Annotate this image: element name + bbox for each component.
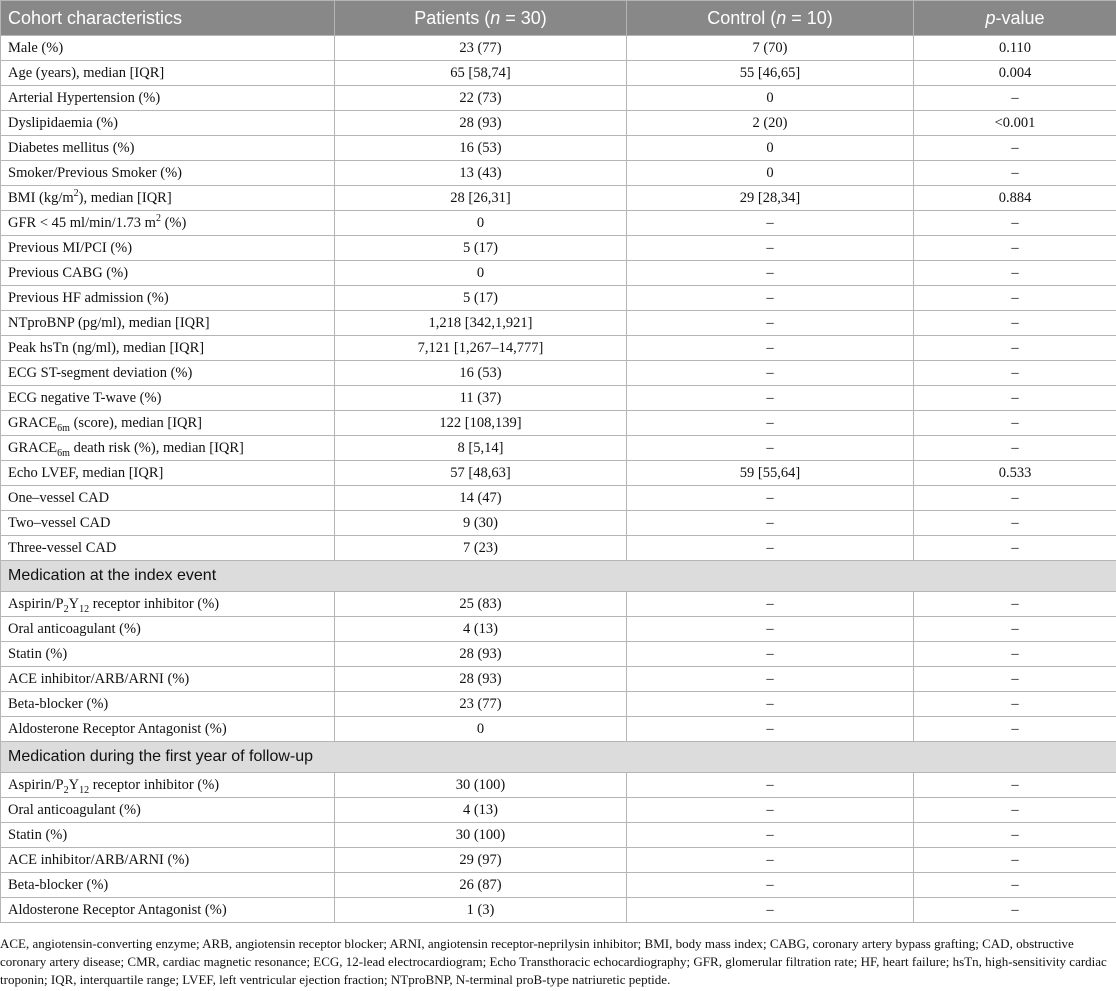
p-value: – — [914, 211, 1116, 236]
header-cohort-characteristics: Cohort characteristics — [1, 1, 335, 36]
p-value: – — [914, 161, 1116, 186]
patients-value: 30 (100) — [335, 773, 627, 798]
patients-value: 7,121 [1,267–14,777] — [335, 336, 627, 361]
section-header-row — [1, 561, 1116, 592]
control-value: – — [627, 311, 914, 336]
row-label — [1, 336, 335, 361]
p-value: – — [914, 873, 1116, 898]
control-value: – — [627, 773, 914, 798]
patients-value: 26 (87) — [335, 873, 627, 898]
row-label — [1, 667, 335, 692]
table-row — [1, 798, 1116, 823]
control-value: – — [627, 617, 914, 642]
row-label-part: Beta-blocker (%) — [8, 877, 109, 893]
patients-value: 28 (93) — [335, 667, 627, 692]
patients-value: 29 (97) — [335, 848, 627, 873]
row-label — [1, 592, 335, 617]
table-row — [1, 617, 1116, 642]
row-label — [1, 823, 335, 848]
patients-value: 30 (100) — [335, 823, 627, 848]
p-value: – — [914, 511, 1116, 536]
table-row — [1, 486, 1116, 511]
row-label-part: Statin (%) — [8, 827, 68, 843]
p-value: – — [914, 486, 1116, 511]
p-value: – — [914, 898, 1116, 923]
row-label — [1, 286, 335, 311]
patients-value: 28 (93) — [335, 111, 627, 136]
row-label-part: 2 — [155, 213, 161, 225]
p-value: – — [914, 436, 1116, 461]
p-value: – — [914, 717, 1116, 742]
p-value: – — [914, 286, 1116, 311]
row-label — [1, 186, 335, 211]
control-value: 29 [28,34] — [627, 186, 914, 211]
row-label-part: BMI (kg/m — [8, 190, 74, 206]
row-label — [1, 461, 335, 486]
row-label-part: Statin (%) — [8, 646, 68, 662]
table-row — [1, 873, 1116, 898]
section-header-row — [1, 742, 1116, 773]
row-label-part: GRACE — [8, 415, 58, 431]
p-value: – — [914, 798, 1116, 823]
row-label — [1, 436, 335, 461]
p-value: – — [914, 536, 1116, 561]
row-label — [1, 61, 335, 86]
control-value: 2 (20) — [627, 111, 914, 136]
p-value: 0.884 — [914, 186, 1116, 211]
row-label — [1, 898, 335, 923]
row-label-part: Oral anticoagulant (%) — [8, 621, 141, 637]
row-label — [1, 111, 335, 136]
patients-value: 5 (17) — [335, 286, 627, 311]
control-value: – — [627, 261, 914, 286]
table-row — [1, 136, 1116, 161]
control-value: – — [627, 692, 914, 717]
p-value: – — [914, 336, 1116, 361]
row-label-part: ECG negative T-wave (%) — [8, 390, 162, 406]
section-title: Medication during the first year of follow-up — [1, 742, 1116, 773]
table-row — [1, 411, 1116, 436]
row-label-part: Y — [68, 777, 80, 793]
p-value: – — [914, 773, 1116, 798]
row-label — [1, 617, 335, 642]
row-label-part: Aspirin/P — [8, 777, 64, 793]
row-label — [1, 361, 335, 386]
header-control: Control (n = 10) — [627, 1, 914, 36]
table-row — [1, 898, 1116, 923]
row-label-part: GRACE — [8, 440, 58, 456]
row-label-part: Previous CABG (%) — [8, 265, 129, 281]
patients-value: 5 (17) — [335, 236, 627, 261]
table-row — [1, 461, 1116, 486]
p-value: 0.533 — [914, 461, 1116, 486]
patients-value: 23 (77) — [335, 36, 627, 61]
row-label-part: GFR < 45 ml/min/1.73 m — [8, 215, 156, 231]
row-label — [1, 261, 335, 286]
row-label — [1, 36, 335, 61]
control-value: – — [627, 361, 914, 386]
row-label — [1, 511, 335, 536]
control-value: – — [627, 898, 914, 923]
header-p-value: p-value — [914, 1, 1116, 36]
table-row — [1, 848, 1116, 873]
row-label — [1, 161, 335, 186]
row-label — [1, 773, 335, 798]
row-label-part: NTproBNP (pg/ml), median [IQR] — [8, 315, 210, 331]
row-label-part: Arterial Hypertension (%) — [8, 90, 161, 106]
patients-value: 25 (83) — [335, 592, 627, 617]
table-row — [1, 436, 1116, 461]
header-row — [1, 1, 1116, 36]
patients-value: 28 [26,31] — [335, 186, 627, 211]
row-label-part: Age (years), median [IQR] — [8, 65, 165, 81]
patients-value: 16 (53) — [335, 136, 627, 161]
patients-value: 7 (23) — [335, 536, 627, 561]
row-label-part: 2 — [73, 188, 79, 200]
patients-value: 9 (30) — [335, 511, 627, 536]
control-value: – — [627, 236, 914, 261]
control-value: – — [627, 642, 914, 667]
patients-value: 14 (47) — [335, 486, 627, 511]
row-label-part: receptor inhibitor (%) — [89, 596, 220, 612]
control-value: – — [627, 386, 914, 411]
control-value: 55 [46,65] — [627, 61, 914, 86]
control-value: – — [627, 211, 914, 236]
control-value: – — [627, 511, 914, 536]
table-row — [1, 336, 1116, 361]
p-value: – — [914, 592, 1116, 617]
p-value: – — [914, 617, 1116, 642]
table-row — [1, 773, 1116, 798]
p-value: – — [914, 136, 1116, 161]
patients-value: 1,218 [342,1,921] — [335, 311, 627, 336]
row-label — [1, 136, 335, 161]
table-row — [1, 211, 1116, 236]
row-label — [1, 386, 335, 411]
row-label-part: Diabetes mellitus (%) — [8, 140, 135, 156]
patients-value: 0 — [335, 211, 627, 236]
row-label-part: Dyslipidaemia (%) — [8, 115, 118, 131]
patients-value: 23 (77) — [335, 692, 627, 717]
control-value: – — [627, 436, 914, 461]
control-value: 59 [55,64] — [627, 461, 914, 486]
row-label — [1, 873, 335, 898]
patients-value: 57 [48,63] — [335, 461, 627, 486]
p-value: – — [914, 236, 1116, 261]
patients-value: 1 (3) — [335, 898, 627, 923]
row-label — [1, 536, 335, 561]
row-label-part: 2 — [63, 603, 69, 615]
row-label — [1, 236, 335, 261]
row-label-part: Aldosterone Receptor Antagonist (%) — [8, 721, 227, 737]
row-label-part: 12 — [79, 603, 90, 615]
row-label-part: 2 — [63, 784, 69, 796]
row-label-part: Two–vessel CAD — [8, 515, 111, 531]
control-value: – — [627, 486, 914, 511]
table-row — [1, 261, 1116, 286]
row-label — [1, 86, 335, 111]
header-patients: Patients (n = 30) — [335, 1, 627, 36]
row-label-part: ACE inhibitor/ARB/ARNI (%) — [8, 671, 190, 687]
row-label-part: ECG ST-segment deviation (%) — [8, 365, 193, 381]
row-label — [1, 311, 335, 336]
row-label — [1, 486, 335, 511]
p-value: 0.004 — [914, 61, 1116, 86]
table-row — [1, 823, 1116, 848]
control-value: – — [627, 848, 914, 873]
patients-value: 4 (13) — [335, 798, 627, 823]
row-label-part: Aldosterone Receptor Antagonist (%) — [8, 902, 227, 918]
row-label-part: death risk (%), median [IQR] — [69, 440, 244, 456]
table-row — [1, 592, 1116, 617]
row-label-part: ), median [IQR] — [78, 190, 172, 206]
abbreviations-footnote: ACE, angiotensin-converting enzyme; ARB, angiotensin receptor blocker; ARNI, angiotensin receptor-neprilysin inhibitor; BMI, body mass index; CABG, coronary artery bypass grafting; CAD, obstructive coronary artery disease; CMR, cardiac magnetic resonance; ECG, 12-lead electrocardiogram; Echo Transthoracic echocardiography; GFR, glomerular filtration rate; HF, heart failure; hsTn, high-sensitivity cardiac troponin; IQR, interquartile range; LVEF, left ventricular ejection fraction; NTproBNP, N-terminal proB-type natriuretic peptide. — [0, 936, 1107, 987]
row-label-part: Beta-blocker (%) — [8, 696, 109, 712]
row-label-part: Smoker/Previous Smoker (%) — [8, 165, 182, 181]
row-label-part: Aspirin/P — [8, 596, 64, 612]
table-row — [1, 311, 1116, 336]
p-value: – — [914, 642, 1116, 667]
p-value: – — [914, 86, 1116, 111]
row-label-part: 6m — [57, 422, 70, 434]
row-label-part: 6m — [57, 447, 70, 459]
table-row — [1, 286, 1116, 311]
p-value: – — [914, 361, 1116, 386]
p-value: – — [914, 386, 1116, 411]
p-value: – — [914, 411, 1116, 436]
table-row — [1, 717, 1116, 742]
control-value: – — [627, 286, 914, 311]
control-value: – — [627, 717, 914, 742]
patients-value: 22 (73) — [335, 86, 627, 111]
p-value: – — [914, 261, 1116, 286]
table-row — [1, 361, 1116, 386]
table-row — [1, 667, 1116, 692]
row-label-part: Three-vessel CAD — [8, 540, 117, 556]
control-value: – — [627, 411, 914, 436]
patients-value: 0 — [335, 717, 627, 742]
control-value: 0 — [627, 86, 914, 111]
row-label-part: receptor inhibitor (%) — [89, 777, 220, 793]
table-row — [1, 186, 1116, 211]
table-row — [1, 386, 1116, 411]
row-label — [1, 642, 335, 667]
table-row — [1, 111, 1116, 136]
control-value: 0 — [627, 161, 914, 186]
table-row — [1, 161, 1116, 186]
patients-value: 122 [108,139] — [335, 411, 627, 436]
control-value: – — [627, 592, 914, 617]
control-value: 0 — [627, 136, 914, 161]
row-label-part: Male (%) — [8, 40, 64, 56]
p-value: <0.001 — [914, 111, 1116, 136]
control-value: – — [627, 798, 914, 823]
patients-value: 13 (43) — [335, 161, 627, 186]
row-label-part: Peak hsTn (ng/ml), median [IQR] — [8, 340, 205, 356]
row-label-part: Y — [68, 596, 80, 612]
table-row — [1, 61, 1116, 86]
control-value: – — [627, 823, 914, 848]
p-value: – — [914, 848, 1116, 873]
p-value: – — [914, 692, 1116, 717]
row-label — [1, 717, 335, 742]
row-label — [1, 798, 335, 823]
patients-value: 0 — [335, 261, 627, 286]
patients-value: 28 (93) — [335, 642, 627, 667]
row-label-part: ACE inhibitor/ARB/ARNI (%) — [8, 852, 190, 868]
table-row — [1, 36, 1116, 61]
control-value: – — [627, 667, 914, 692]
row-label — [1, 692, 335, 717]
row-label-part: Previous MI/PCI (%) — [8, 240, 133, 256]
row-label — [1, 848, 335, 873]
table-row — [1, 692, 1116, 717]
table-row — [1, 236, 1116, 261]
row-label-part: Oral anticoagulant (%) — [8, 802, 141, 818]
table-row — [1, 536, 1116, 561]
p-value: – — [914, 311, 1116, 336]
table-body — [1, 36, 1116, 923]
patients-value: 4 (13) — [335, 617, 627, 642]
table-row — [1, 511, 1116, 536]
patients-value: 16 (53) — [335, 361, 627, 386]
patients-value: 65 [58,74] — [335, 61, 627, 86]
p-value: – — [914, 667, 1116, 692]
row-label — [1, 211, 335, 236]
row-label-part: Echo LVEF, median [IQR] — [8, 465, 164, 481]
row-label-part: (score), median [IQR] — [69, 415, 202, 431]
row-label-part: (%) — [160, 215, 187, 231]
p-value: – — [914, 823, 1116, 848]
p-value: 0.110 — [914, 36, 1116, 61]
row-label-part: Previous HF admission (%) — [8, 290, 169, 306]
patients-value: 8 [5,14] — [335, 436, 627, 461]
control-value: 7 (70) — [627, 36, 914, 61]
control-value: – — [627, 536, 914, 561]
section-title: Medication at the index event — [1, 561, 1116, 592]
control-value: – — [627, 873, 914, 898]
row-label — [1, 411, 335, 436]
control-value: – — [627, 336, 914, 361]
table-row — [1, 86, 1116, 111]
patients-value: 11 (37) — [335, 386, 627, 411]
row-label-part: One–vessel CAD — [8, 490, 110, 506]
row-label-part: 12 — [79, 784, 90, 796]
table-row — [1, 642, 1116, 667]
